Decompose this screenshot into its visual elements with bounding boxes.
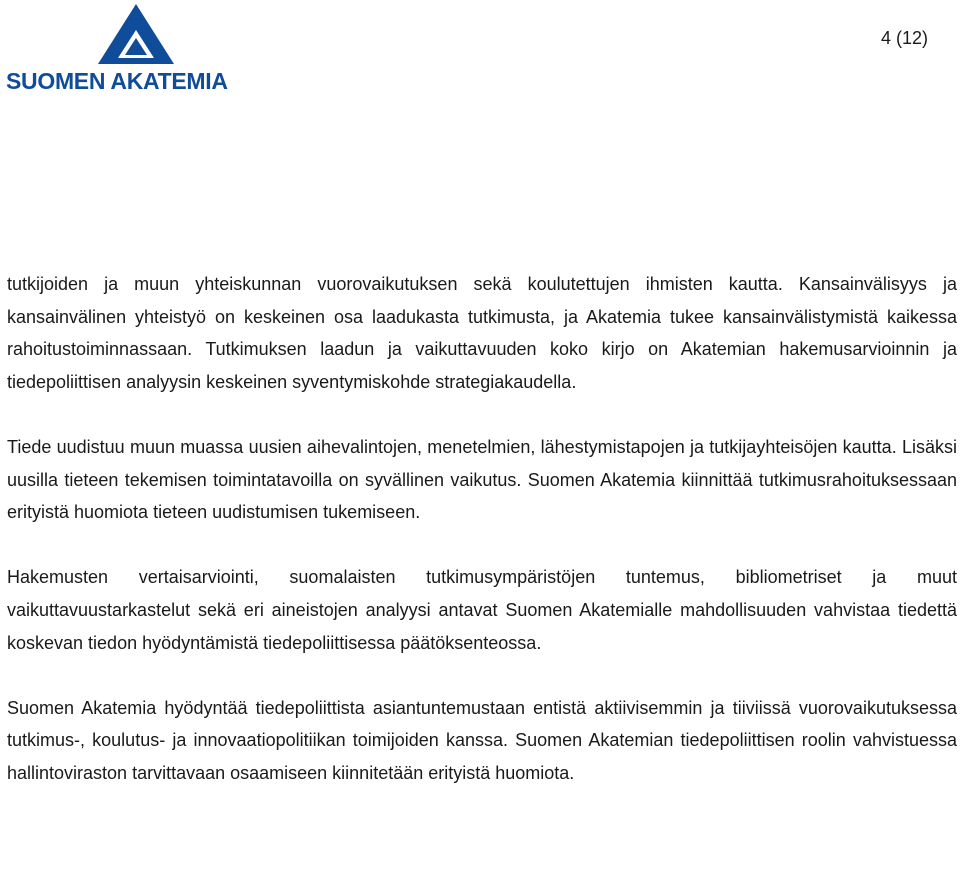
page-number: 4 (12) (880, 28, 928, 48)
document-body (7, 268, 957, 790)
suomen-akatemia-logo (6, 4, 256, 96)
logo-text: SUOMEN AKATEMIA (6, 68, 228, 94)
akatemia-triangle-icon (98, 4, 174, 64)
paragraph-4: Suomen Akatemia hyödyntää tiedepoliittista asiantuntemustaan entistä aktiivisemmin ja tiiviissä vuorovaikutuksessa tutkimus-, koulutus- ja innovaatiopolitiikan toimijoiden kanssa. Suomen Akatemian tiedepoliittisen roolin vahvistuessa hallintoviraston tarvittavaan osaamiseen kiinnitetään erityistä huomiota. (7, 697, 957, 783)
paragraph-1: tutkijoiden ja muun yhteiskunnan vuorovaikutuksen sekä koulutettujen ihmisten kautta. Kansainvälisyys ja kansainvälinen yhteistyö on keskeinen osa laadukasta tutkimusta, ja Akatemia tukee kansainvälistymistä kaikessa rahoitustoiminnassaan. Tutkimuksen laadun ja vaikuttavuuden koko kirjo on Akatemian hakemusarvioinnin ja tiedepoliittisen analyysin keskeinen syventymiskohde strategiakaudella. (7, 274, 957, 392)
paragraph-3: Hakemusten vertaisarviointi, suomalaisten tutkimusympäristöjen tuntemus, bibliometriset ja muut vaikuttavuustarkastelut sekä eri aineistojen analyysi antavat Suomen Akatemialle mahdollisuuden vahvistaa tiedettä koskevan tiedon hyödyntämistä tiedepoliittisessa päätöksenteossa. (7, 567, 957, 653)
paragraph-2: Tiede uudistuu muun muassa uusien aihevalintojen, menetelmien, lähestymistapojen ja tutkijayhteisöjen kautta. Lisäksi uusilla tieteen tekemisen toimintatavoilla on syvällinen vaikutus. Suomen Akatemia kiinnittää tutkimusrahoituksessaan erityistä huomiota tieteen uudistumisen tukemiseen. (7, 436, 957, 523)
